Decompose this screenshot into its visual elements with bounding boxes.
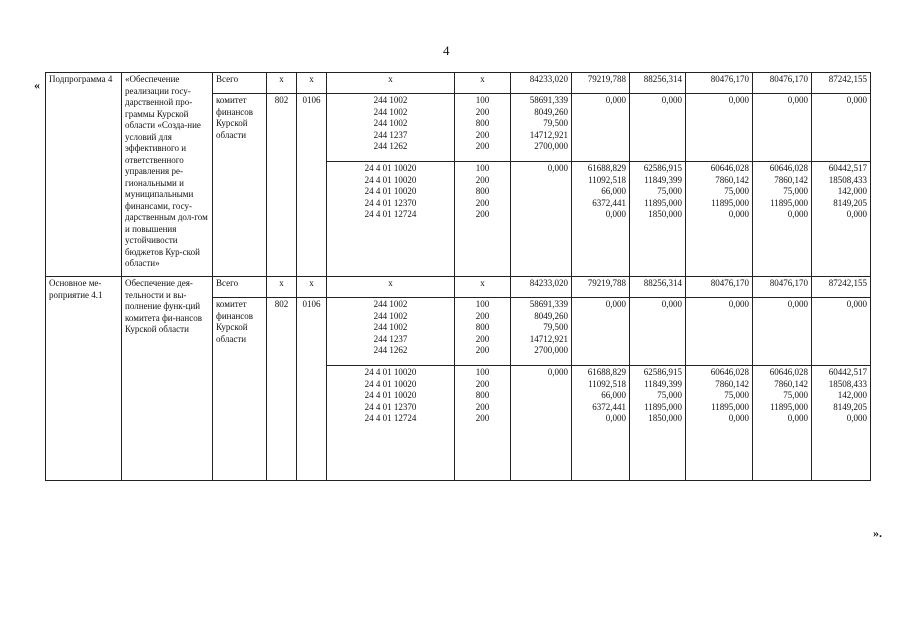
value-line: 7860,142 [774, 378, 808, 389]
value-line: 60646,028 [769, 163, 808, 173]
vr-line: 200 [475, 401, 490, 412]
value-cell: 0,000 [572, 298, 630, 366]
value-cell [812, 162, 871, 277]
vr-line: 100 [475, 95, 490, 105]
value-line: 0,000 [728, 209, 749, 220]
value-line: 0,000 [787, 413, 808, 424]
open-quote: « [34, 78, 40, 92]
vr-line: 200 [475, 209, 490, 220]
value-cell: 79219,788 [572, 73, 630, 94]
status-name-cell: Подпрограмма 4 [46, 73, 122, 277]
value-line: 11092,518 [588, 174, 626, 185]
vr-cell [455, 162, 511, 277]
csr-line: 244 1002 [373, 118, 408, 129]
value-line: 11849,399 [644, 378, 682, 389]
value-line: 66,000 [601, 390, 626, 401]
value-cell: 0,000 [511, 366, 572, 481]
value-line: 58691,339 [529, 95, 568, 105]
csr-line: 24 4 01 10020 [364, 390, 417, 401]
value-cell: 0,000 [630, 94, 686, 162]
value-cell [511, 94, 572, 162]
value-cell: 88256,314 [630, 277, 686, 298]
program-name-cell: «Обеспечение реализации госу-дарственной про-граммы Курской области «Созда-ние условий для эффективного и ответственного управления ре-гиональными и муниципальными финансами, госу-дарственным дол-гом и повышения устойчивости бюджетов Кур-ской области» [122, 73, 213, 277]
grbs-cell: 802 [267, 94, 297, 277]
value-line: 11895,000 [644, 197, 682, 208]
executor-cell: комитет финансов Курской области [213, 94, 267, 277]
value-cell [812, 366, 871, 481]
vr-line: 200 [475, 378, 490, 389]
value-line: 7860,142 [774, 174, 808, 185]
value-cell [572, 162, 630, 277]
value-line: 0,000 [846, 209, 867, 220]
value-cell: 80476,170 [686, 73, 753, 94]
total-label-cell: Всего [213, 73, 267, 94]
value-cell: 0,000 [630, 298, 686, 366]
csr-line: 24 4 01 10020 [364, 186, 417, 197]
grbs-cell: х [267, 73, 297, 94]
value-line: 8049,260 [534, 106, 568, 117]
csr-cell [327, 366, 455, 481]
value-line: 2700,000 [534, 345, 568, 356]
value-line: 6372,441 [592, 401, 626, 412]
executor-cell: комитет финансов Курской области [213, 298, 267, 481]
value-cell [572, 366, 630, 481]
value-cell [686, 366, 753, 481]
total-label-cell: Всего [213, 277, 267, 298]
value-line: 79,500 [543, 322, 568, 333]
value-line: 142,000 [837, 390, 867, 401]
value-line: 1850,000 [648, 413, 682, 424]
value-line: 7860,142 [715, 378, 749, 389]
value-cell [630, 162, 686, 277]
vr-line: 200 [475, 333, 490, 344]
value-line: 60646,028 [710, 367, 749, 377]
value-line: 60646,028 [769, 367, 808, 377]
csr-cell: х [327, 73, 455, 94]
value-cell: 84233,020 [511, 73, 572, 94]
value-line: 142,000 [837, 186, 867, 197]
value-line: 79,500 [543, 118, 568, 129]
value-cell: 88256,314 [630, 73, 686, 94]
vr-line: 800 [475, 186, 490, 197]
vr-line: 200 [475, 310, 490, 321]
value-line: 75,000 [783, 390, 808, 401]
value-line: 60442,517 [828, 367, 867, 377]
value-line: 75,000 [657, 390, 682, 401]
csr-line: 24 4 01 10020 [364, 367, 417, 377]
vr-line: 200 [475, 413, 490, 424]
csr-line: 244 1002 [373, 106, 408, 117]
value-line: 0,000 [605, 209, 626, 220]
value-line: 14712,921 [529, 333, 568, 344]
budget-table [45, 72, 871, 481]
vr-cell [455, 94, 511, 162]
value-cell: 80476,170 [753, 73, 812, 94]
value-line: 62586,915 [643, 163, 682, 173]
vr-line: 200 [475, 174, 490, 185]
vr-line: 200 [475, 197, 490, 208]
value-cell: 87242,155 [812, 277, 871, 298]
table-row-total [46, 73, 871, 94]
page-number: 4 [443, 43, 450, 58]
value-line: 1850,000 [648, 209, 682, 220]
value-line: 8049,260 [534, 310, 568, 321]
value-cell: 0,000 [812, 298, 871, 366]
value-line: 0,000 [728, 413, 749, 424]
csr-cell [327, 94, 455, 162]
csr-line: 244 1002 [373, 310, 408, 321]
vr-line: 200 [475, 141, 490, 152]
value-line: 18508,433 [828, 174, 867, 185]
value-line: 58691,339 [529, 299, 568, 309]
rzpr-cell: 0106 [297, 298, 327, 481]
value-line: 14712,921 [529, 129, 568, 140]
value-cell: 84233,020 [511, 277, 572, 298]
csr-cell: х [327, 277, 455, 298]
value-cell: 0,000 [686, 298, 753, 366]
value-line: 0,000 [605, 413, 626, 424]
vr-cell: х [455, 277, 511, 298]
value-cell: 0,000 [753, 298, 812, 366]
value-line: 11092,518 [588, 378, 626, 389]
rzpr-cell: х [297, 73, 327, 94]
value-cell [511, 298, 572, 366]
vr-line: 800 [475, 322, 490, 333]
value-line: 11895,000 [711, 197, 749, 208]
csr-line: 244 1237 [373, 129, 408, 140]
rzpr-cell: 0106 [297, 94, 327, 277]
value-line: 61688,829 [587, 367, 626, 377]
value-line: 11895,000 [644, 401, 682, 412]
vr-line: 100 [475, 163, 490, 173]
vr-line: 100 [475, 299, 490, 309]
value-cell: 80476,170 [686, 277, 753, 298]
value-cell: 0,000 [511, 162, 572, 277]
grbs-cell: 802 [267, 298, 297, 481]
csr-line: 244 1002 [373, 299, 408, 309]
csr-line: 244 1002 [373, 95, 408, 105]
value-cell [753, 162, 812, 277]
value-cell [630, 366, 686, 481]
value-line: 11849,399 [644, 174, 682, 185]
csr-line: 24 4 01 10020 [364, 163, 417, 173]
vr-line: 800 [475, 390, 490, 401]
value-line: 61688,829 [587, 163, 626, 173]
vr-line: 200 [475, 345, 490, 356]
value-line: 75,000 [724, 390, 749, 401]
csr-cell [327, 298, 455, 366]
value-line: 11895,000 [770, 401, 808, 412]
table-row-total [46, 277, 871, 298]
vr-line: 800 [475, 118, 490, 129]
csr-line: 244 1002 [373, 322, 408, 333]
value-line: 11895,000 [770, 197, 808, 208]
value-cell: 79219,788 [572, 277, 630, 298]
csr-line: 244 1237 [373, 333, 408, 344]
csr-line: 24 4 01 10020 [364, 378, 417, 389]
value-line: 62586,915 [643, 367, 682, 377]
value-line: 60442,517 [828, 163, 867, 173]
value-line: 0,000 [787, 209, 808, 220]
csr-line: 24 4 01 12370 [364, 401, 417, 412]
value-cell: 80476,170 [753, 277, 812, 298]
close-quote: ». [873, 526, 882, 540]
value-line: 11895,000 [711, 401, 749, 412]
value-line: 8149,205 [833, 401, 867, 412]
value-line: 66,000 [601, 186, 626, 197]
csr-line: 24 4 01 12370 [364, 197, 417, 208]
csr-line: 24 4 01 10020 [364, 174, 417, 185]
rzpr-cell: х [297, 277, 327, 298]
value-line: 75,000 [657, 186, 682, 197]
csr-line: 24 4 01 12724 [364, 209, 417, 220]
value-cell: 0,000 [753, 94, 812, 162]
value-cell: 0,000 [572, 94, 630, 162]
value-cell: 0,000 [812, 94, 871, 162]
value-line: 6372,441 [592, 197, 626, 208]
csr-line: 244 1262 [373, 141, 408, 152]
value-cell [686, 162, 753, 277]
vr-line: 200 [475, 129, 490, 140]
value-cell: 87242,155 [812, 73, 871, 94]
value-line: 0,000 [846, 413, 867, 424]
value-line: 18508,433 [828, 378, 867, 389]
value-cell: 0,000 [686, 94, 753, 162]
value-line: 7860,142 [715, 174, 749, 185]
vr-cell [455, 298, 511, 366]
value-cell [753, 366, 812, 481]
vr-cell: х [455, 73, 511, 94]
grbs-cell: х [267, 277, 297, 298]
value-line: 75,000 [783, 186, 808, 197]
vr-line: 200 [475, 106, 490, 117]
csr-line: 24 4 01 12724 [364, 413, 417, 424]
csr-cell [327, 162, 455, 277]
value-line: 60646,028 [710, 163, 749, 173]
value-line: 2700,000 [534, 141, 568, 152]
status-name-cell: Основное ме-роприятие 4.1 [46, 277, 122, 481]
vr-cell [455, 366, 511, 481]
csr-line: 244 1262 [373, 345, 408, 356]
value-line: 8149,205 [833, 197, 867, 208]
value-line: 75,000 [724, 186, 749, 197]
program-name-cell: Обеспечение дея-тельности и вы-полнение функ-ций комитета фи-нансов Курской области [122, 277, 213, 481]
vr-line: 100 [475, 367, 490, 377]
